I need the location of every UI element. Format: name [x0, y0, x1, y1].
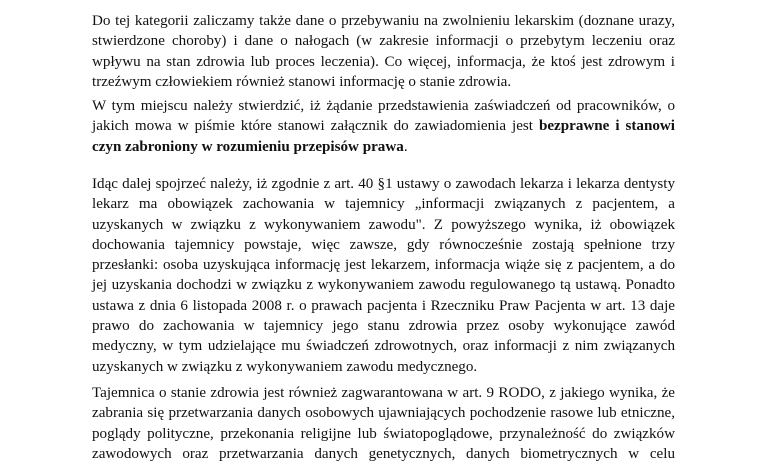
text-line: Do tej kategorii zaliczamy także dane o przebywaniu na zwolnieniu lekarskim (doznane urazy, — [92, 13, 675, 29]
text-line: uzyskanych w związku z wykonywaniem zawodu medycznego. — [92, 358, 478, 375]
text-line: dochowania tajemnicy powstaje, więc zawsze, gdy równocześnie zostają spełnione trzy — [92, 236, 675, 253]
text-line: Idąc dalej spojrzeć należy, iż zgodnie z art. 40 §1 ustawy o zawodach lekarza i lekarza dentysty — [92, 176, 675, 192]
text-line: ustawa z dnia 6 listopada 2008 r. o prawach pacjenta i Rzeczniku Praw Pacjenta w art. 13 daje — [92, 297, 675, 314]
text-line: Tajemnica o stanie zdrowia jest również zagwarantowana w art. 9 RODO, z jakiego wynika, że — [92, 385, 675, 401]
text-line: lekarz ma obowiązek zachowania w tajemnicy „informacji związanych z pacjentem, a — [92, 196, 675, 213]
text-line: jej uzyskania dochodzi w związku z wykonywaniem zawodu regulowanego tą ustawą. Ponadto — [92, 277, 675, 294]
bold-text-segment: czyn zabroniony w rozumieniu przepisów prawa — [92, 138, 404, 155]
text-line: prawo do zachowania w tajemnicy jego stanu zdrowia przez osoby wykonujące zawód — [92, 318, 675, 335]
paragraph-health-data-category — [92, 11, 675, 92]
paragraph-medical-confidentiality — [92, 174, 675, 377]
text-line: stwierdzone choroby) i dane o nałogach (w zakresie informacji o przebytym leczeniu oraz — [92, 33, 675, 50]
text-segment: . — [403, 138, 408, 155]
text-line: W tym miejscu należy stwierdzić, iż żądanie przedstawienia zaświadczeń od pracowników, o — [92, 98, 675, 114]
text-line — [92, 137, 675, 157]
text-line: poglądy polityczne, przekonania religijne lub światopoglądowe, przynależność do związków — [92, 425, 675, 442]
text-line: zawodowych oraz przetwarzania danych genetycznych, danych biometrycznych w celu — [92, 445, 675, 462]
text-line — [92, 116, 675, 136]
text-line: przesłanki: osoba uzyskująca informację jest lekarzem, informacja wiąże się z pacjentem, a do — [92, 257, 675, 274]
text-line: medyczny, w tym udzielające mu świadczeń zdrowotnych, oraz informacji z nim związanych — [92, 338, 675, 355]
paragraph-certificates-unlawful — [92, 96, 675, 157]
bold-text-segment: bezprawne i stanowi — [538, 118, 675, 135]
text-line: uzyskanych w związku z wykonywaniem zawodu". Z powyższego wynika, iż obowiązek — [92, 216, 675, 233]
text-segment: jakich mowa w piśmie które stanowi załącznik do zawiadomienia jest — [92, 118, 539, 135]
text-line: zabrania się przetwarzania danych osobowych ujawniających pochodzenie rasowe lub etniczne, — [92, 405, 675, 422]
text-line: trzeźwym człowiekiem również stanowi informację o stanie zdrowia. — [92, 73, 512, 90]
text-line: wpływu na stan zdrowia lub proces leczenia). Co więcej, informacja, że ktoś jest zdrowym i — [92, 53, 675, 70]
paragraph-gdpr-article-9 — [92, 383, 675, 464]
